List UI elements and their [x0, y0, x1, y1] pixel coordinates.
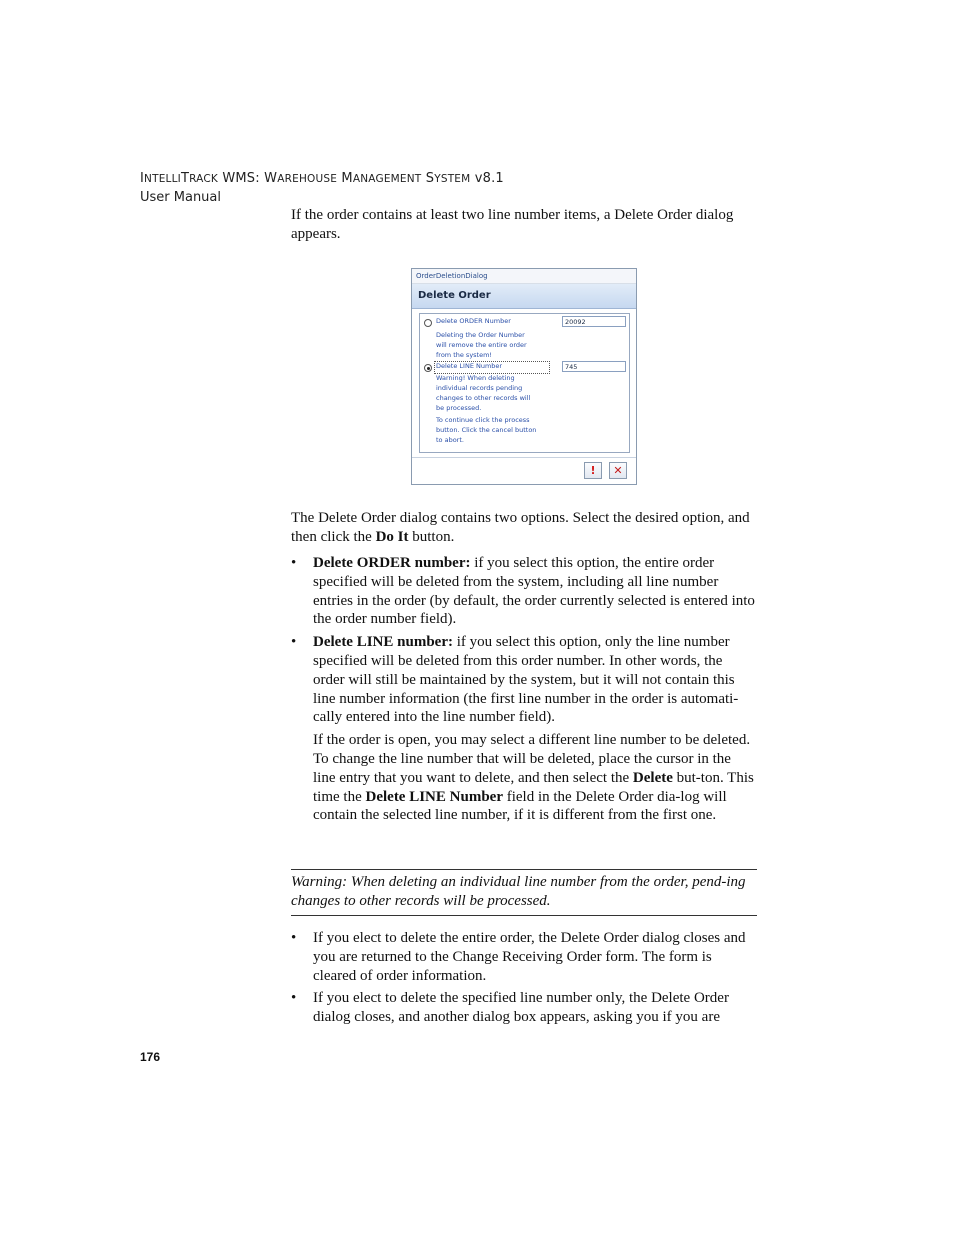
list-item-text: if you select this option, only the line number specified will be deleted from this order number. In other words, the order will still be maintained by the system, but it will not contain this line number information (the first line number in the order is automati-cally entered into the line number field). — [313, 634, 739, 726]
title-part: T — [180, 171, 190, 186]
delete-line-label: Delete LINE Number — [436, 362, 503, 370]
intro-paragraph: If the order contains at least two line number items, a Delete Order dialog appears. — [291, 207, 734, 242]
continue-line: button. Click the cancel button — [436, 426, 537, 434]
list-item-text: if you select this option, the entire order specified will be deleted from the system, including all line number entries in the order (by default, the order currently selected is entered into the order number field). — [313, 555, 755, 628]
delete-line-radio[interactable] — [424, 364, 432, 372]
continue-line: to abort. — [436, 436, 464, 444]
document-subtitle: User Manual — [140, 190, 222, 205]
list-item — [291, 989, 757, 1027]
dialog-window-title: OrderDeletionDialog — [412, 269, 636, 284]
order-note-line: Deleting the Order Number — [436, 331, 525, 339]
title-part: RACK — [189, 173, 218, 185]
cancel-button[interactable] — [609, 462, 627, 479]
title-part: M — [337, 171, 353, 186]
dialog-options-panel — [419, 313, 630, 453]
text-run: but-ton. This time the — [313, 769, 754, 805]
title-part: AREHOUSE — [277, 173, 338, 185]
delete-line-number-emphasis: Delete LINE Number — [365, 788, 503, 805]
list-item-text: If you elect to delete the entire order, the Delete Order dialog closes and you are returned to the Change Receiving Order form. The form is cleared of order information. — [313, 930, 746, 984]
list-item — [291, 554, 757, 629]
open-order-paragraph — [313, 731, 757, 825]
order-note-line: will remove the entire order — [436, 341, 527, 349]
warning-line: individual records pending — [436, 384, 523, 392]
page-number: 176 — [140, 1050, 161, 1064]
bullet-icon: • — [291, 634, 297, 651]
bullet-icon: • — [291, 930, 297, 946]
title-part: WMS: W — [218, 171, 278, 186]
warning-line: be processed. — [436, 404, 482, 412]
close-icon: ✕ — [613, 464, 623, 477]
list-item — [291, 633, 757, 825]
options-paragraph — [291, 509, 757, 547]
list-item-term: Delete ORDER number: — [313, 555, 471, 571]
options-list — [291, 554, 757, 829]
running-header — [140, 170, 504, 206]
text-run: button. — [408, 529, 455, 545]
title-part: NTELLI — [144, 173, 181, 185]
list-item-text: If you elect to delete the specified line number only, the Delete Order dialog closes, and another dialog box appears, asking you if you are — [313, 990, 729, 1026]
title-part: I — [140, 171, 145, 186]
list-item-term: Delete LINE number: — [313, 634, 453, 651]
title-part: v8.1 — [470, 171, 504, 186]
do-it-button[interactable] — [584, 462, 602, 479]
bullet-icon: • — [291, 555, 297, 571]
text-run: field in the Delete Order dia-log will contain the selected line number, if it is different from the first one. — [313, 788, 727, 824]
list-item — [291, 929, 757, 985]
title-part: S — [421, 171, 435, 186]
dialog-header: Delete Order — [412, 284, 636, 309]
outcome-list — [291, 929, 757, 1031]
warning-line: Warning! When deleting — [436, 374, 515, 382]
text-run: The Delete Order dialog contains two options. Select the desired option, and then click the — [291, 510, 750, 545]
warning-line: changes to other records will — [436, 394, 531, 402]
bullet-icon: • — [291, 990, 297, 1007]
do-it-emphasis: Do It — [375, 529, 409, 545]
dialog-footer-divider — [412, 457, 636, 458]
text-run: If the order is open, you may select a different line number to be deleted. To change the line number that will be deleted, place the cursor in the line entry that you want to delete, and then select the — [313, 732, 751, 786]
continue-line: To continue click the process — [436, 416, 530, 424]
exclamation-icon: ! — [590, 464, 596, 477]
line-number-field[interactable]: 745 — [562, 361, 626, 372]
warning-note: Warning: When deleting an individual line number from the order, pend-ing changes to other records will be processed. — [291, 869, 757, 916]
delete-order-label: Delete ORDER Number — [436, 317, 511, 325]
order-number-field[interactable]: 20092 — [562, 316, 626, 327]
delete-order-radio[interactable] — [424, 319, 432, 327]
delete-emphasis: Delete — [632, 769, 673, 786]
document-title — [140, 170, 504, 188]
title-part: YSTEM — [434, 173, 471, 185]
order-note-line: from the system! — [436, 351, 493, 359]
delete-order-dialog — [411, 268, 637, 485]
title-part: ANAGEMENT — [352, 173, 422, 185]
